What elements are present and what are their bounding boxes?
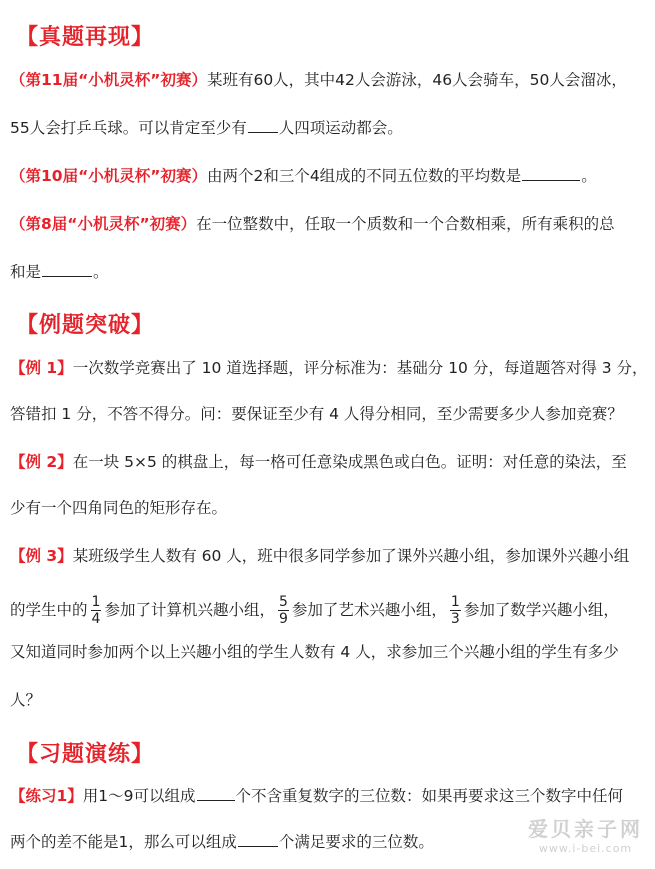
answer-blank[interactable] — [238, 832, 278, 847]
practice-1-text-1b: 个不含重复数字的三位数：如果再要求这三个数字中任何 — [235, 787, 624, 805]
problem-2-text: 由两个2和三个4组成的不同五位数的平均数是 — [206, 167, 522, 185]
fraction-numerator: 1 — [91, 594, 101, 610]
problem-3-line-2 — [10, 262, 649, 282]
problem-1-line-2 — [10, 118, 649, 138]
example-3-text: 某班级学生人数有 60 人，班中很多同学参加了课外兴趣小组，参加课外兴趣小组 — [72, 547, 630, 565]
section-heading-practice: 【习题演练】 — [16, 742, 155, 767]
fraction-denominator: 3 — [450, 611, 460, 627]
problem-1-line-1 — [10, 70, 649, 90]
example-3-line-2 — [10, 594, 649, 627]
practice-1-text-2b: 个满足要求的三位数。 — [278, 833, 434, 851]
example-1-label: 【例 1】 — [10, 359, 73, 377]
problem-3-line-1 — [10, 214, 649, 234]
watermark-url: www.i-bei.com — [538, 842, 633, 855]
example-3-label: 【例 3】 — [10, 547, 73, 565]
fraction-numerator: 5 — [278, 594, 288, 610]
answer-blank[interactable] — [522, 166, 580, 181]
fraction-denominator: 9 — [278, 611, 288, 627]
problem-2-line — [10, 166, 649, 186]
problem-3-source: （第8届“小机灵杯”初赛） — [10, 215, 197, 233]
fraction-denominator: 4 — [91, 611, 101, 627]
example-2-line-1 — [10, 452, 649, 472]
problem-2-end: 。 — [581, 167, 597, 185]
example-3-line-4 — [10, 690, 649, 710]
example-3-text-2a: 的学生中的 — [10, 601, 88, 619]
problem-3-text: 在一位整数中，任取一个质数和一个合数相乘，所有乘积的总 — [196, 215, 615, 233]
watermark-title: 爱贝亲子网 — [528, 817, 643, 841]
example-2-text: 在一块 5×5 的棋盘上，每一格可任意染成黑色或白色。证明：对任意的染法，至 — [72, 453, 627, 471]
practice-1-label: 【练习1】 — [10, 787, 83, 805]
problem-1-source: （第11届“小机灵杯”初赛） — [10, 71, 207, 89]
example-1-line-1 — [10, 358, 649, 378]
example-3-text-4: 人？ — [10, 691, 42, 709]
problem-3-text-2b: 。 — [93, 263, 109, 281]
fraction-one-quarter — [91, 594, 102, 627]
problem-1-text-2a: 55人会打乒乓球。可以肯定至少有 — [10, 119, 247, 137]
example-1-text-2: 答错扣 1 分，不答不得分。问：要保证至少有 4 人得分相同，至少需要多少人参加竞赛？ — [10, 405, 623, 423]
practice-1-text-1a: 用1～9可以组成 — [82, 787, 196, 805]
site-watermark — [528, 813, 643, 855]
section-heading-real: 【真题再现】 — [16, 25, 155, 50]
example-2-line-2 — [10, 498, 649, 518]
problem-2-source: （第10届“小机灵杯”初赛） — [10, 167, 207, 185]
answer-blank[interactable] — [248, 118, 278, 133]
example-3-text-2b: 参加了计算机兴趣小组， — [104, 601, 275, 619]
problem-1-text-2b: 人四项运动都会。 — [278, 119, 403, 137]
fraction-five-ninths — [278, 594, 289, 627]
example-1-text: 一次数学竞赛出了 10 道选择题，评分标准为：基础分 10 分，每道题答对得 3 分， — [72, 359, 648, 377]
example-2-label: 【例 2】 — [10, 453, 73, 471]
practice-1-text-2a: 两个的差不能是1，那么可以组成 — [10, 833, 237, 851]
example-3-text-2c: 参加了艺术兴趣小组， — [291, 601, 447, 619]
example-3-text-3: 又知道同时参加两个以上兴趣小组的学生人数有 4 人，求参加三个兴趣小组的学生有多少 — [10, 643, 619, 661]
problem-3-text-2a: 和是 — [10, 263, 42, 281]
example-1-line-2 — [10, 404, 649, 424]
fraction-numerator: 1 — [450, 594, 460, 610]
example-2-text-2: 少有一个四角同色的矩形存在。 — [10, 499, 228, 517]
fraction-one-third — [450, 594, 461, 627]
example-3-line-3 — [10, 642, 649, 662]
answer-blank[interactable] — [197, 786, 235, 801]
section-heading-examples: 【例题突破】 — [16, 313, 155, 338]
problem-1-text: 某班有60人，其中42人会游泳，46人会骑车，50人会溜冰， — [206, 71, 627, 89]
practice-1-line-1 — [10, 786, 649, 806]
example-3-line-1 — [10, 546, 649, 566]
answer-blank[interactable] — [42, 262, 92, 277]
example-3-text-2d: 参加了数学兴趣小组， — [463, 601, 619, 619]
